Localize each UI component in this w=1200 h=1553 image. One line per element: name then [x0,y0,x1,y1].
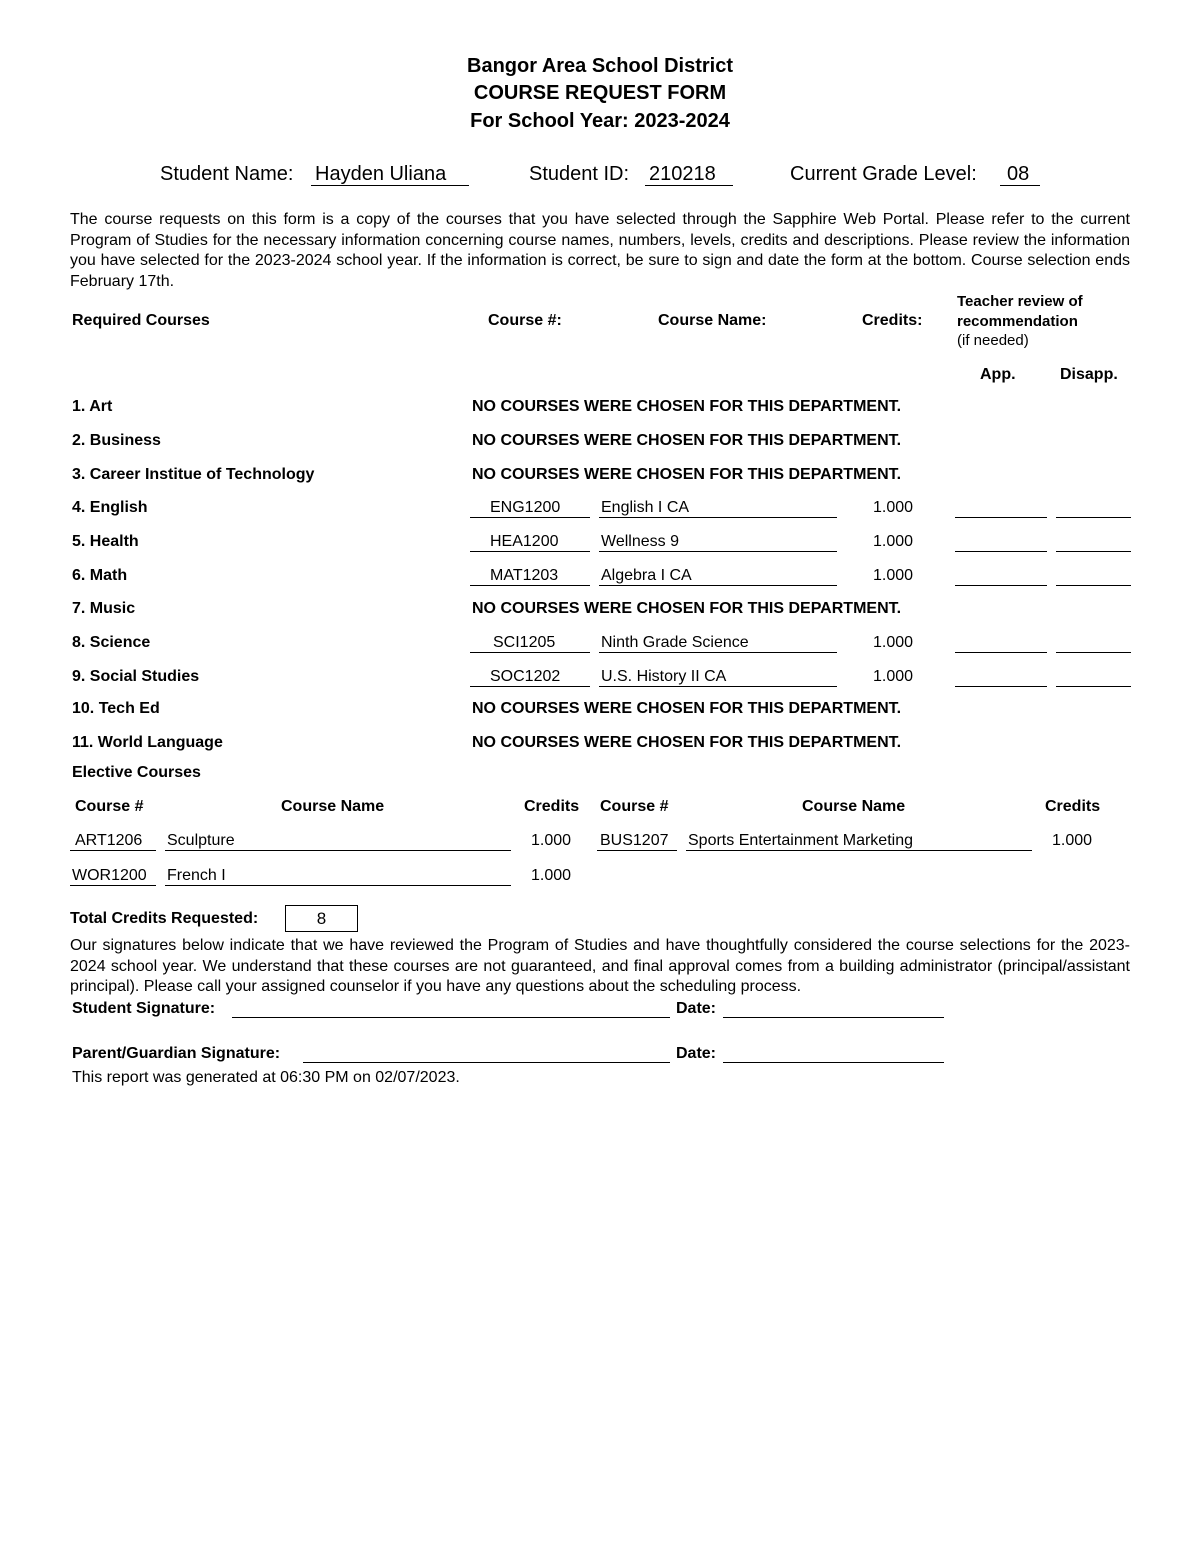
elective-course-number-line [70,885,156,886]
elective-course-number: WOR1200 [72,867,147,884]
student-name-label: Student Name: [160,163,294,185]
elective-course-name-header: Course Name [281,798,385,815]
elective-credits: 1.000 [531,867,572,884]
parent-date-line[interactable] [723,1062,944,1063]
student-signature-line[interactable] [232,1017,670,1018]
elective-courses-title: Elective Courses [72,764,201,781]
course-name-header: Course Name: [658,312,767,329]
parent-signature-label: Parent/Guardian Signature: [72,1045,281,1062]
no-courses-notice: NO COURSES WERE CHOSEN FOR THIS DEPARTMENT. [472,600,902,617]
course-credits: 1.000 [873,634,914,651]
disapprove-line [1056,551,1131,552]
dept-label-tech-ed: 10. Tech Ed [72,700,160,717]
student-id: 210218 [645,163,733,186]
course-name: Ninth Grade Science [601,634,749,651]
elective-course-name-header: Course Name [802,798,906,815]
course-number-line [470,585,590,586]
elective-course-num-header: Course # [600,798,669,815]
disapprove-line [1056,585,1131,586]
elective-credits-header: Credits [1045,798,1101,815]
form-title: COURSE REQUEST FORM [473,82,727,104]
dept-label-music: 7. Music [72,600,136,617]
approve-line [955,585,1047,586]
course-name: U.S. History II CA [601,668,727,685]
disapprove-line [1056,686,1131,687]
elective-credits: 1.000 [1052,832,1093,849]
course-number-line [470,652,590,653]
dept-label-math: 6. Math [72,567,128,584]
dept-label-social-studies: 9. Social Studies [72,668,200,685]
elective-course-number-line [70,850,156,851]
elective-credits-header: Credits [524,798,580,815]
approve-line [955,652,1047,653]
disapprove-header: Disapp. [1060,366,1118,383]
credits-header: Credits: [862,312,923,329]
dept-label-world-language: 11. World Language [72,734,223,751]
student-id-label: Student ID: [529,163,630,185]
parent-date-label: Date: [676,1045,717,1062]
signature-statement: Our signatures below indicate that we have reviewed the Program of Studies and have thoughtfully considered the course selections for the 2023-2024 school year. We understand that these courses are not guaranteed, and final approval comes from a building administrator (principal/assistant principal). Please call your assigned counselor if you have any questions about the scheduling process. [70,937,1130,995]
course-name: Algebra I CA [601,567,692,584]
course-number-line [470,686,590,687]
approve-line [955,517,1047,518]
course-name-line [599,585,837,586]
elective-course-name-line [165,885,511,886]
course-name-line [599,551,837,552]
elective-course-name-line [165,850,511,851]
school-year: For School Year: 2023-2024 [470,110,730,132]
dept-label-business: 2. Business [72,432,161,449]
course-name-line [599,517,837,518]
student-signature-label: Student Signature: [72,1000,216,1017]
grade-level-label: Current Grade Level: [790,163,977,185]
disapprove-line [1056,652,1131,653]
course-num-header: Course #: [488,312,562,329]
course-number: HEA1200 [490,533,559,550]
elective-course-number-line [597,850,677,851]
dept-label-science: 8. Science [72,634,151,651]
approve-line [955,686,1047,687]
elective-course-name: French I [167,867,226,884]
intro-paragraph: The course requests on this form is a copy of the courses that you have selected through the Sapphire Web Portal. Please refer to the current Program of Studies for the necessary information concerning course names, numbers, levels, credits and descriptions. Please review the information you have selected for the 2023-2024 school year. If the information is correct, be sure to sign and date the form at the bottom. Course selection ends February 17th. [70,211,1130,290]
total-credits-value: 8 [285,905,358,932]
approve-line [955,551,1047,552]
no-courses-notice: NO COURSES WERE CHOSEN FOR THIS DEPARTMENT. [472,700,902,717]
approve-header: App. [980,366,1016,383]
course-credits: 1.000 [873,668,914,685]
teacher-review-line3: (if needed) [957,332,1029,349]
student-date-label: Date: [676,1000,717,1017]
course-name: Wellness 9 [601,533,679,550]
course-number-line [470,517,590,518]
course-credits: 1.000 [873,533,914,550]
no-courses-notice: NO COURSES WERE CHOSEN FOR THIS DEPARTMENT. [472,432,902,449]
disapprove-line [1056,517,1131,518]
district-title: Bangor Area School District [467,55,733,77]
elective-course-num-header: Course # [75,798,144,815]
course-credits: 1.000 [873,499,914,516]
report-generated-footer: This report was generated at 06:30 PM on 02/07/2023. [72,1069,460,1086]
course-name-line [599,652,837,653]
no-courses-notice: NO COURSES WERE CHOSEN FOR THIS DEPARTMENT. [472,466,902,483]
course-number: SCI1205 [493,634,556,651]
course-number: ENG1200 [490,499,561,516]
elective-course-number: BUS1207 [600,832,669,849]
grade-level: 08 [1000,163,1040,186]
dept-label-health: 5. Health [72,533,139,550]
parent-signature-line[interactable] [303,1062,670,1063]
no-courses-notice: NO COURSES WERE CHOSEN FOR THIS DEPARTMENT. [472,734,902,751]
dept-label-english: 4. English [72,499,148,516]
course-number: MAT1203 [490,567,559,584]
elective-course-name: Sculpture [167,832,235,849]
elective-course-number: ART1206 [75,832,143,849]
total-credits-label: Total Credits Requested: [70,910,259,927]
teacher-review-line2: recommendation [957,313,1078,330]
course-number: SOC1202 [490,668,561,685]
course-name-line [599,686,837,687]
student-name: Hayden Uliana [311,163,469,186]
student-date-line[interactable] [723,1017,944,1018]
required-courses-header: Required Courses [72,312,210,329]
dept-label-career-tech: 3. Career Institue of Technology [72,466,315,483]
elective-course-name-line [686,850,1032,851]
course-credits: 1.000 [873,567,914,584]
teacher-review-line1: Teacher review of [957,293,1083,310]
dept-label-art: 1. Art [72,398,113,415]
course-number-line [470,551,590,552]
course-name: English I CA [601,499,690,516]
elective-credits: 1.000 [531,832,572,849]
elective-course-name: Sports Entertainment Marketing [688,832,913,849]
no-courses-notice: NO COURSES WERE CHOSEN FOR THIS DEPARTMENT. [472,398,902,415]
